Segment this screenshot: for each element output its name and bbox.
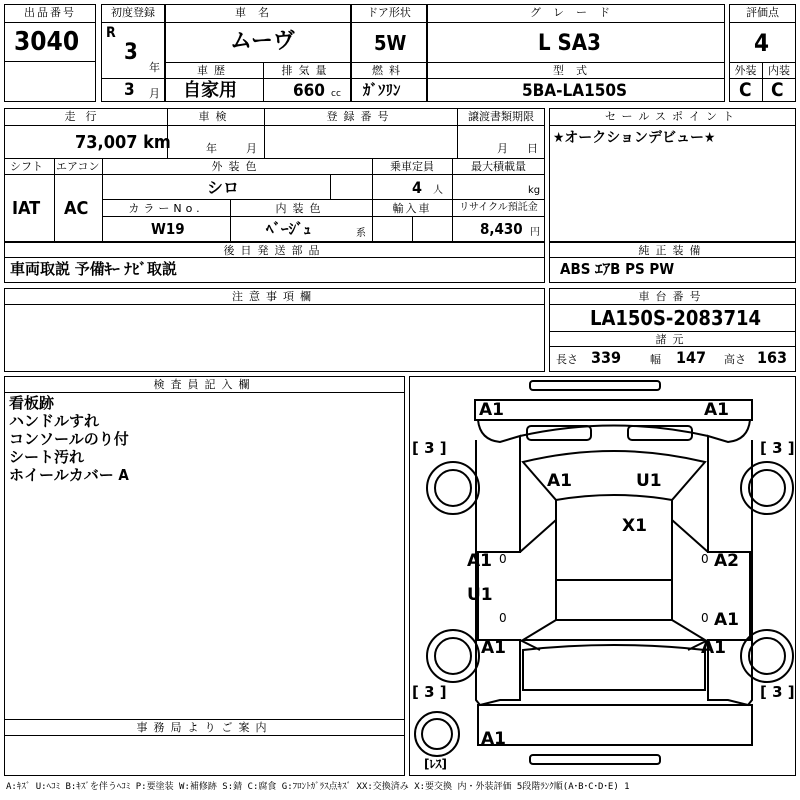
interior-color: ﾍﾞｰｼﾞｭ bbox=[266, 220, 312, 238]
reg-year: 3 bbox=[124, 40, 138, 65]
mark-left-door-front: A1 bbox=[467, 551, 492, 571]
inspection-month: 月 bbox=[246, 142, 257, 155]
fuel: ｶﾞｿﾘﾝ bbox=[363, 81, 401, 99]
parts-label: 後日発送部品 bbox=[223, 244, 326, 257]
tire-rear-left: [ 3 ] bbox=[412, 683, 447, 701]
score-label: 評価点 bbox=[746, 6, 779, 19]
mark-rear: A1 bbox=[481, 729, 506, 749]
exterior-grade: C bbox=[739, 79, 752, 101]
inspection-label: 車検 bbox=[198, 110, 233, 123]
door-type: 5W bbox=[374, 31, 407, 55]
mark-right-door-rear: A1 bbox=[714, 610, 739, 630]
shift: IAT bbox=[12, 198, 41, 219]
equipment-label: 純正装備 bbox=[638, 244, 707, 257]
parts-text: 車両取説 予備ｷｰ ﾅﾋﾞ取説 bbox=[10, 260, 177, 278]
zero-right-1: 0 bbox=[701, 552, 709, 566]
transfer-day: 日 bbox=[527, 142, 538, 155]
equipment-text: ABS ｴｱB PS PW bbox=[560, 260, 675, 278]
mark-left-quarter: A1 bbox=[481, 638, 506, 658]
mileage-label: 走行 bbox=[64, 110, 107, 123]
month-unit: 月 bbox=[149, 87, 160, 100]
inspector-line-4: シート汚れ bbox=[9, 448, 85, 466]
score: 4 bbox=[754, 29, 770, 57]
aircon: AC bbox=[64, 198, 89, 219]
grade: L SA3 bbox=[538, 31, 601, 56]
tire-front-right: [ 3 ] bbox=[760, 439, 795, 457]
inspector-line-1: 看板跡 bbox=[9, 394, 55, 412]
reg-number-label: 登録番号 bbox=[326, 110, 395, 123]
displacement-unit: cc bbox=[331, 89, 341, 99]
reg-month: 3 bbox=[124, 80, 135, 100]
year-unit: 年 bbox=[149, 61, 160, 74]
lot-number: 3040 bbox=[14, 27, 80, 57]
load-label: 最大積載量 bbox=[471, 160, 526, 173]
displacement-label: 排気量 bbox=[281, 64, 333, 77]
import-label: 輸入車 bbox=[392, 202, 432, 215]
exterior-label: 外装 bbox=[734, 64, 757, 77]
width: 147 bbox=[676, 348, 707, 367]
dims-label: 諸元 bbox=[655, 333, 690, 346]
aircon-label: エアコン bbox=[56, 160, 100, 173]
height-label: 高さ bbox=[724, 353, 746, 366]
displacement: 660 bbox=[293, 81, 325, 101]
era: R bbox=[106, 25, 116, 41]
mark-hood-left: A1 bbox=[547, 471, 572, 491]
inspector-label: 検査員記入欄 bbox=[153, 378, 256, 391]
grade-label: グレード bbox=[530, 6, 622, 19]
inspector-line-5: ホイールカバー A bbox=[9, 466, 129, 484]
chassis-number: LA150S-2083714 bbox=[590, 306, 762, 330]
interior-grade: C bbox=[771, 79, 784, 101]
door-label: ドア形状 bbox=[367, 6, 411, 19]
exterior-color: シロ bbox=[207, 178, 240, 197]
inspector-line-2: ハンドルすれ bbox=[9, 412, 100, 430]
length: 339 bbox=[591, 348, 622, 367]
mark-roof: X1 bbox=[622, 516, 647, 536]
first-reg-label: 初度登録 bbox=[111, 6, 155, 19]
load-unit: kg bbox=[528, 185, 541, 196]
transfer-month: 月 bbox=[497, 142, 508, 155]
mark-right-quarter: A1 bbox=[701, 638, 726, 658]
notes-label: 注意事項欄 bbox=[232, 290, 317, 303]
sales-point-label: セールスポイント bbox=[604, 110, 740, 123]
spare-tire: [ﾚｽ] bbox=[424, 757, 447, 771]
car-name-label: 車名 bbox=[235, 6, 281, 19]
legend: A:ｷｽﾞ U:ﾍｺﾐ B:ｷｽﾞを伴うﾍｺﾐ P:要塗装 W:補修跡 S:錆 C:腐食 G:ﾌﾛﾝﾄｶﾞﾗｽ点ｷｽﾞ XX:交換済み X:要交換 内・外装評価 5段階ﾗﾝｸ順(A･B･C･D･E) 1 bbox=[6, 782, 630, 792]
zero-left-2: 0 bbox=[499, 611, 507, 625]
mark-left-door-rear: U1 bbox=[467, 585, 493, 605]
recycle-label: リサイクル預託金 bbox=[459, 202, 538, 213]
color-label: 外装色 bbox=[211, 160, 263, 173]
interior-label: 内装 bbox=[768, 64, 790, 77]
model: 5BA-LA150S bbox=[522, 81, 628, 101]
seats-unit: 人 bbox=[433, 185, 443, 196]
fuel-label: 燃料 bbox=[372, 64, 406, 77]
mark-hood-right: U1 bbox=[636, 471, 662, 491]
model-label: 型式 bbox=[553, 64, 599, 77]
office-label: 事務局よりご案内 bbox=[136, 721, 273, 734]
chassis-label: 車台番号 bbox=[638, 290, 707, 303]
interior-color-unit: 系 bbox=[356, 228, 366, 239]
length-label: 長さ bbox=[556, 353, 578, 366]
zero-left-1: 0 bbox=[499, 552, 507, 566]
transfer-label: 譲渡書類期限 bbox=[468, 110, 534, 123]
car-name: ムーヴ bbox=[230, 29, 295, 54]
height: 163 bbox=[757, 348, 788, 367]
zero-right-2: 0 bbox=[701, 611, 709, 625]
seats: 4 bbox=[412, 178, 423, 197]
inspection-year: 年 bbox=[206, 142, 217, 155]
tire-rear-right: [ 3 ] bbox=[760, 683, 795, 701]
interior-color-label: 内装色 bbox=[275, 202, 327, 215]
tire-front-left: [ 3 ] bbox=[412, 439, 447, 457]
recycle-unit: 円 bbox=[530, 227, 540, 238]
history-label: 車歴 bbox=[197, 64, 231, 77]
seats-label: 乗車定員 bbox=[390, 160, 434, 173]
history: 自家用 bbox=[183, 80, 237, 101]
mark-right-door-front: A2 bbox=[714, 551, 739, 571]
color-no-label: カラーNo. bbox=[128, 202, 204, 215]
color-no: W19 bbox=[151, 220, 185, 238]
mark-front-right: A1 bbox=[704, 400, 729, 420]
inspector-line-3: コンソールのり付 bbox=[9, 430, 129, 448]
lot-label: 出品番号 bbox=[24, 6, 76, 19]
recycle-fee: 8,430 bbox=[480, 220, 523, 238]
mark-front-left: A1 bbox=[479, 400, 504, 420]
shift-label: シフト bbox=[10, 160, 43, 173]
sales-point-text: ★オークションデビュー★ bbox=[553, 130, 716, 146]
mileage: 73,007 km bbox=[75, 132, 171, 153]
width-label: 幅 bbox=[650, 353, 661, 366]
